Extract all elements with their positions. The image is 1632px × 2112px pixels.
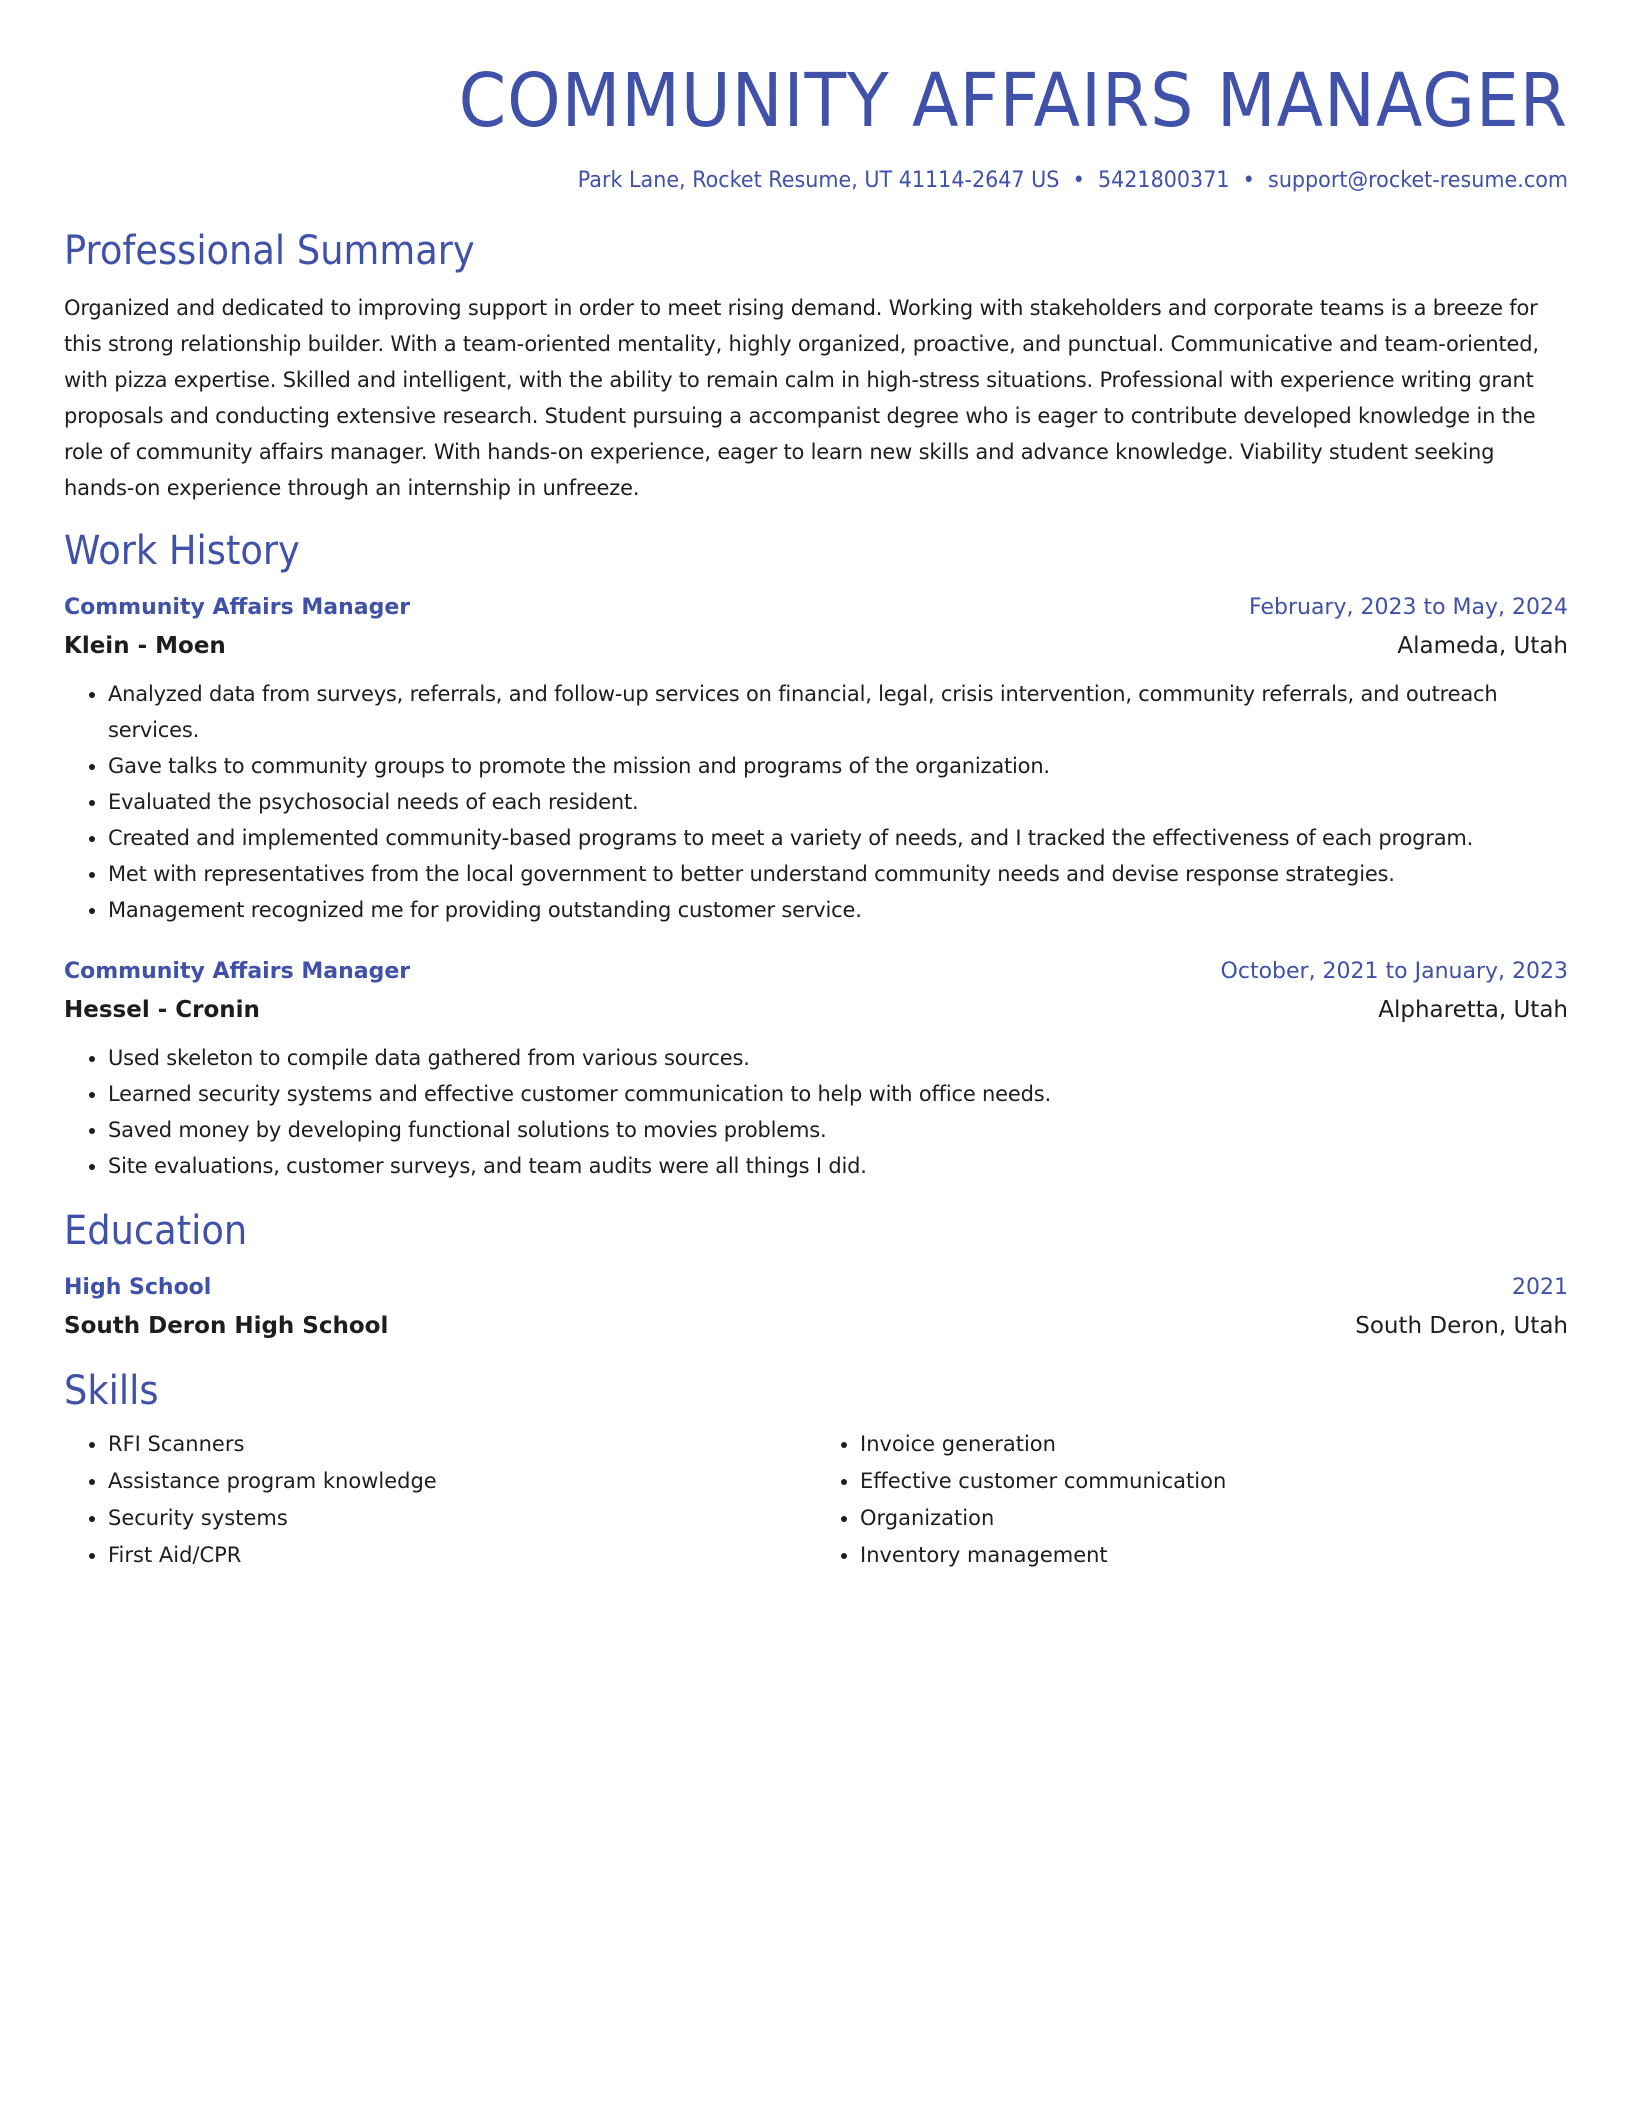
job-bullet: • Met with representatives from the local government to better understand community needs and devise response strategies. <box>108 856 1568 892</box>
work-heading: Work History <box>64 528 300 574</box>
education-section <box>64 1206 1568 1346</box>
skills-heading: Skills <box>64 1368 159 1414</box>
contact-email[interactable]: support@rocket-resume.com <box>1268 168 1568 193</box>
skill-item: • Security systems <box>108 1500 816 1537</box>
job-bullets <box>64 676 1568 928</box>
education-year: 2021 <box>1512 1275 1568 1300</box>
summary-section <box>64 226 1568 506</box>
education-school: South Deron High School <box>64 1313 389 1339</box>
skill-item: • Effective customer communication <box>860 1463 1568 1500</box>
job-role: Community Affairs Manager <box>64 595 411 620</box>
job-entry <box>64 590 1568 928</box>
job-bullets <box>64 1040 1568 1184</box>
job-bullet: • Used skeleton to compile data gathered from various sources. <box>108 1040 1568 1076</box>
skills-columns <box>64 1426 1568 1574</box>
job-company: Klein - Moen <box>64 633 226 659</box>
contact-phone: 5421800371 <box>1097 168 1230 193</box>
education-entry <box>64 1270 1568 1346</box>
job-bullet: • Evaluated the psychosocial needs of each resident. <box>108 784 1568 820</box>
skill-item: • Invoice generation <box>860 1426 1568 1463</box>
contact-line <box>154 166 1568 196</box>
skills-section <box>64 1366 1568 1574</box>
job-bullet: • Learned security systems and effective customer communication to help with office needs. <box>108 1076 1568 1112</box>
job-dates: October, 2021 to January, 2023 <box>1220 959 1568 984</box>
summary-heading: Professional Summary <box>64 228 475 274</box>
job-bullet: • Created and implemented community-based programs to meet a variety of needs, and I tracked the effectiveness of each program. <box>108 820 1568 856</box>
skill-item: • Organization <box>860 1500 1568 1537</box>
skill-item: • First Aid/CPR <box>108 1537 816 1574</box>
skill-item: • RFI Scanners <box>108 1426 816 1463</box>
skills-list-right <box>816 1426 1568 1574</box>
job-bullet: • Analyzed data from surveys, referrals, and follow-up services on financial, legal, crisis intervention, community referrals, and outreach services. <box>108 676 1568 748</box>
skill-item: • Assistance program knowledge <box>108 1463 816 1500</box>
job-location: Alameda, Utah <box>1397 633 1568 659</box>
contact-address: Park Lane, Rocket Resume, UT 41114-2647 US <box>577 168 1060 193</box>
summary-text: Organized and dedicated to improving support in order to meet rising demand. Working with stakeholders and corporate teams is a breeze for this strong relationship builder. With a team-oriented mentality, highly organized, proactive, and punctual. Communicative and team-oriented, with pizza expertise. Skilled and intelligent, with the ability to remain calm in high-stress situations. Professional with experience writing grant proposals and conducting extensive research. Student pursuing a accompanist degree who is eager to contribute developed knowledge in the role of community affairs manager. With hands-on experience, eager to learn new skills and advance knowledge. Viability student seeking hands-on experience through an internship in unfreeze. <box>64 296 1539 500</box>
work-section <box>64 526 1568 1184</box>
job-company: Hessel - Cronin <box>64 997 260 1023</box>
contact-separator: • <box>1072 168 1085 193</box>
skills-list-left <box>64 1426 816 1574</box>
job-dates: February, 2023 to May, 2024 <box>1249 595 1568 620</box>
resume-page <box>64 56 1568 1574</box>
job-role: Community Affairs Manager <box>64 959 411 984</box>
education-degree: High School <box>64 1275 212 1300</box>
job-bullet: • Gave talks to community groups to promote the mission and programs of the organization. <box>108 748 1568 784</box>
resume-title: COMMUNITY AFFAIRS MANAGER <box>458 58 1568 144</box>
job-bullet: • Management recognized me for providing outstanding customer service. <box>108 892 1568 928</box>
contact-separator: • <box>1242 168 1255 193</box>
education-heading: Education <box>64 1208 248 1254</box>
job-location: Alpharetta, Utah <box>1378 997 1568 1023</box>
education-location: South Deron, Utah <box>1355 1313 1568 1339</box>
job-bullet: • Site evaluations, customer surveys, and team audits were all things I did. <box>108 1148 1568 1184</box>
skill-item: • Inventory management <box>860 1537 1568 1574</box>
job-bullet: • Saved money by developing functional solutions to movies problems. <box>108 1112 1568 1148</box>
job-entry <box>64 954 1568 1184</box>
